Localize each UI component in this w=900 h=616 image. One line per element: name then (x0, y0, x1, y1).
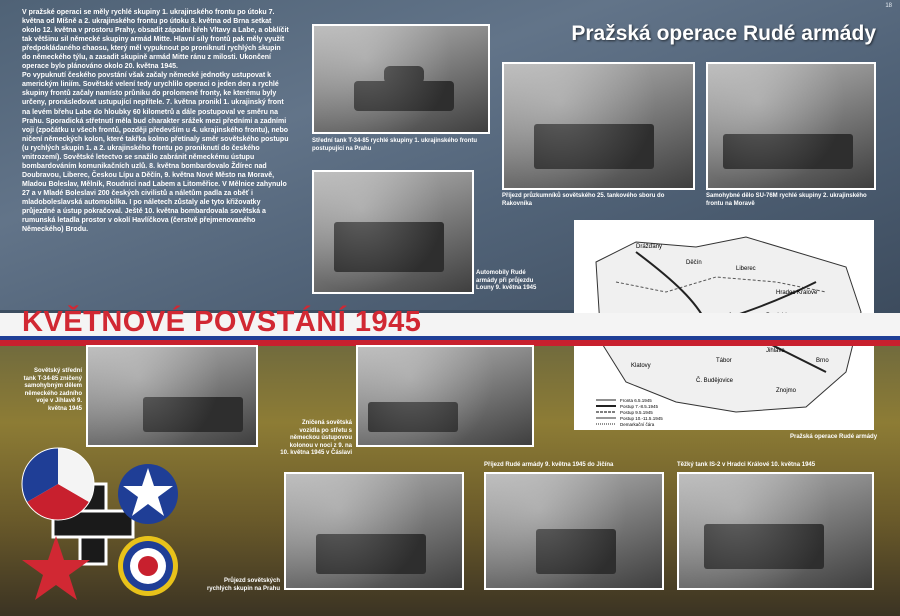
map-label-jihlava: Jihlava (766, 348, 785, 354)
map-label-decin: Děčín (686, 260, 702, 266)
photo-su76 (706, 62, 876, 190)
map-label-tabor: Tábor (716, 358, 732, 364)
photo-caslav (356, 345, 534, 447)
photo-rapid-groups (284, 472, 464, 590)
czech-roundel-icon (22, 448, 94, 520)
map-legend-item: Fronta 6.5.1945 (620, 398, 652, 403)
banner-title: KVĚTNOVÉ POVSTÁNÍ 1945 (22, 306, 422, 338)
article-paragraph-1: V pražské operaci se měly rychlé skupiny 1. ukrajinského frontu po útoku 7. května od Míšně a 2. ukrajinského frontu po útoku 8. května od Brna setkat okolo 12. května v prostoru Prahy, obsadit západní břeh Vltavy a Labe, a obklíčit tak většinu sil německé skupiny armád Mitte. Hlavní síly frontů pak měly využít předpokládaného chaosu, který měl vypuknout po proniknutí rychlých skupin do německého týlu, a zasadit skupině armád Mitte ránu z milosti. Ukončení operace bylo plánováno okolo 20. května 1945. (22, 9, 289, 71)
allied-emblems (18, 444, 188, 604)
caption-caslav: Zničená sovětská vozidla po střetu s německou ústupovou kolonou v noci z 9. na 10. května 1945 v Čáslavi (280, 420, 352, 456)
map-label-brno: Brno (816, 358, 829, 364)
map-legend-item: Demarkační čára (620, 422, 655, 427)
map-legend-item: Postup 10.-11.5.1945 (620, 416, 663, 421)
map-label-budejovice: Č. Budějovice (696, 378, 734, 384)
raf-roundel-icon (118, 536, 178, 596)
map-legend-item: Postup 7.-8.5.1945 (620, 404, 659, 409)
caption-jicin: Příjezd Rudé armády 9. května 1945 do Jičína (484, 462, 614, 468)
caption-su76: Samohybné dělo SU-76M rychlé skupiny 2. ukrajinského frontu na Moravě (706, 193, 867, 207)
map-label-dresden: Drážďany (636, 244, 663, 250)
caption-is2: Těžký tank IS-2 v Hradci Králové 10. května 1945 (677, 462, 816, 468)
main-article-text (22, 8, 290, 234)
photo-jicin (484, 472, 664, 590)
caption-rapid-groups: Průjezd sovětských rychlých skupin na Prahu (206, 578, 280, 592)
caption-map: Pražská operace Rudé armády (790, 434, 878, 440)
photo-tank-t34 (312, 24, 490, 134)
photo-trucks-louny (312, 170, 474, 294)
caption-tank-t34: Střední tank T-34-85 rychlé skupiny 1. ukrajinského frontu postupující na Prahu (312, 138, 478, 152)
map-legend-item: Postup 9.5.1945 (620, 410, 653, 415)
caption-destroyed-t34: Sovětský střední tank T-34-85 zničený samohybným dělem německého zadního voje v Jihlavě 9. května 1945 (23, 368, 82, 412)
map-label-znojmo: Znojmo (776, 388, 797, 394)
us-star-roundel-icon (118, 464, 178, 524)
map-label-liberec: Liberec (736, 266, 756, 272)
emblems-drawing (18, 444, 188, 604)
article-paragraph-2: Po vypuknutí českého povstání však začaly německé jednotky ustupovat k americkým liniím. Sovětské velení tedy urychlilo operaci o jeden den a rychlé skupiny frontů začaly namísto průniku do prolomené fronty, ke kterému byly určeny, pronásledovat ustupující nepřítele. 7. května pronikl 1. ukrajinský front na levém břehu Labe do hloubky 60 kilometrů a dále postupoval ve směru na Prahu. Sporadická střetnutí měla bud charakter srážek mezi předními a zadními voji (zpočátku u všech frontů, později především u 4. ukrajinského frontu), nebo ničení německých kolon, které takřka kolmo přetínaly směr sovětského postupu (u rychlých skupin 1. a 2. ukrajinského frontu po proniknutí do českého vnitrozemí). Sovětské letectvo se snažilo zabránit německému ústupu bombardováním komunikačních uzlů. 8. května bombardovalo Ždírec nad Doubravou, Liberec, Českou Lípu a Děčín, 9. května Nové Město na Moravě, Mladou Boleslav, Mělník, Roudnici nad Labem a Litoměřice. V Mělnice zahynulo 27 a v Mladé Boleslavi 200 českých civilistů a náletům padla za oběť i mladoboleslavská automobilka. I po náletech zůstaly ale tyto křižovatky průjezdné a ústup pokračoval. Ještě 10. května bombardovala sovětská a rumunská letadla prostor v okolí Havlíčkova (čerstvě přejmenovaného Německého) Brodu. (22, 72, 289, 234)
map-label-hradec: Hradec Králové (776, 290, 818, 296)
section-title: Pražská operace Rudé armády (571, 22, 876, 45)
photo-recon-rakovnik (502, 62, 695, 190)
map-label-klatovy: Klatovy (631, 363, 651, 369)
caption-trucks-louny: Automobily Rudé armády při průjezdu Louny 9. května 1945 (476, 270, 537, 291)
caption-recon-rakovnik: Příjezd průzkumníků sovětského 25. tankového sboru do Rakovníka (502, 193, 665, 207)
page-number: 18 (885, 3, 892, 9)
photo-is2 (677, 472, 874, 590)
photo-destroyed-t34 (86, 345, 258, 447)
